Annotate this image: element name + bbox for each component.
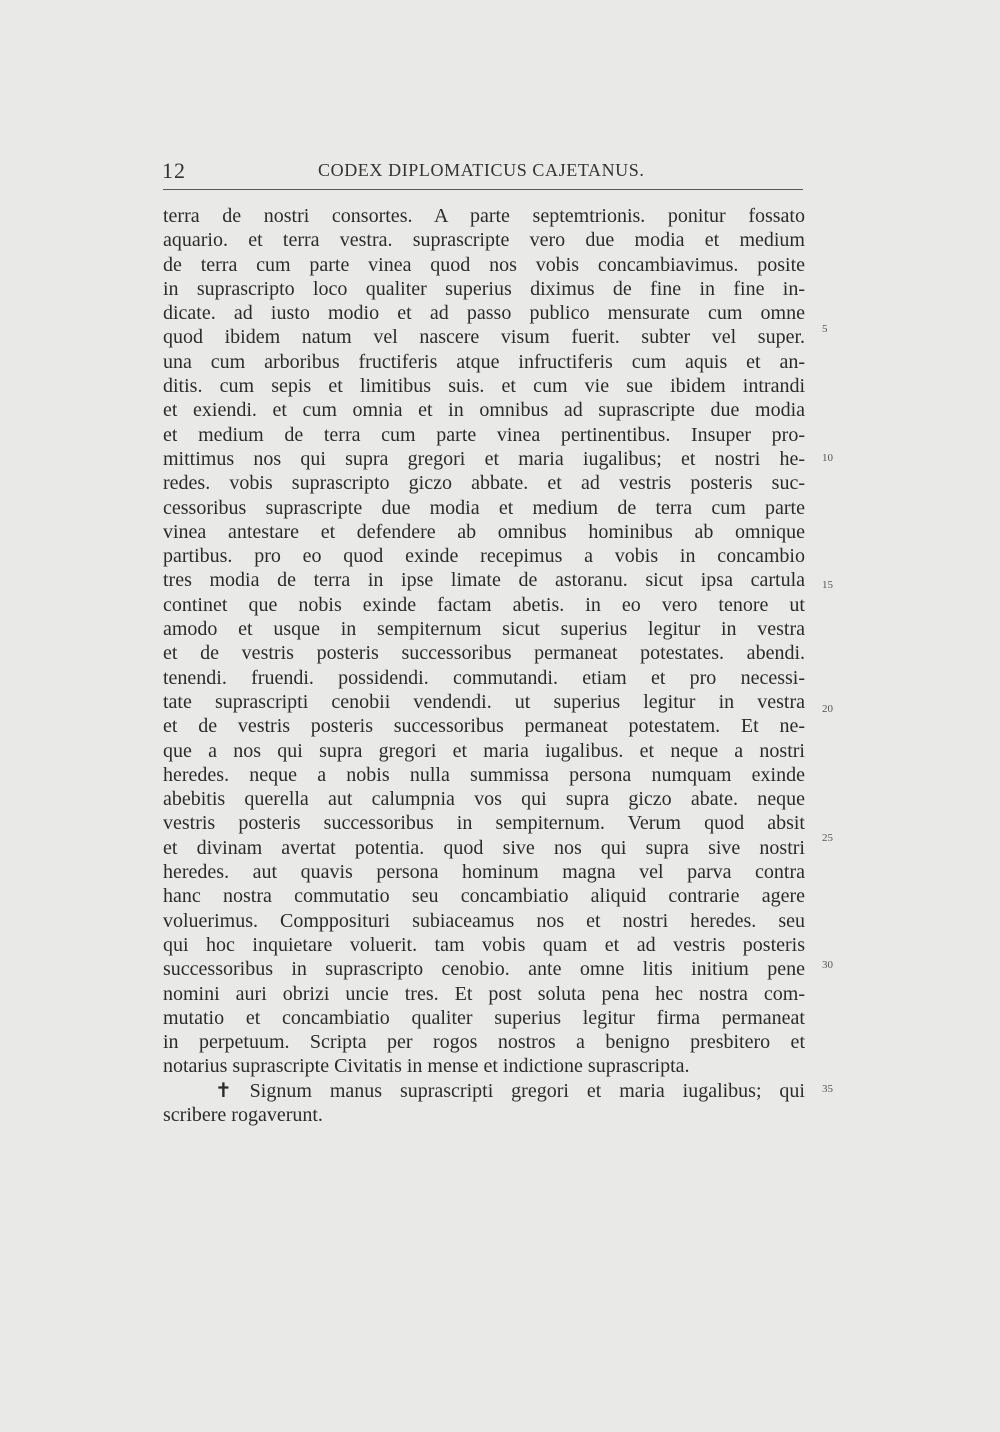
text-line: amodo et usque in sempiternum sicut superius legitur in vestra: [163, 618, 805, 641]
text-line: abebitis querella aut calumpnia vos qui supra giczo abate. neque: [163, 788, 805, 811]
text-line: heredes. neque a nobis nulla summissa persona numquam exinde: [163, 763, 805, 786]
line-number-marker: 35: [822, 1083, 833, 1095]
text-line: voluerimus. Compposituri subiaceamus nos et nostri heredes. seu: [163, 909, 805, 932]
text-line: que a nos qui supra gregori et maria iugalibus. et neque a nostri: [163, 739, 805, 762]
line-number-marker: 5: [822, 323, 828, 335]
text-line: et de vestris posteris successoribus permaneat potestates. abendi.: [163, 642, 805, 665]
text-line: una cum arboribus fructiferis atque infructiferis cum aquis et an-: [163, 350, 805, 373]
text-line: aquario. et terra vestra. suprascripte vero due modia et medium: [163, 229, 805, 252]
line-number-marker: 30: [822, 959, 833, 971]
line-number-marker: 10: [822, 452, 833, 464]
line-number-marker: 20: [822, 703, 833, 715]
signature-line: ✝ Signum manus suprascripti gregori et maria iugalibus; qui: [215, 1079, 805, 1102]
text-line: partibus. pro eo quod exinde recepimus a vobis in concambio: [163, 545, 805, 568]
text-line: tate suprascripti cenobii vendendi. ut superius legitur in vestra: [163, 690, 805, 713]
text-line: in suprascripto loco qualiter superius diximus de fine in fine in-: [163, 277, 805, 300]
text-line: ditis. cum sepis et limitibus suis. et cum vie sue ibidem intrandi: [163, 375, 805, 398]
text-line: et medium de terra cum parte vinea pertinentibus. Insuper pro-: [163, 423, 805, 446]
text-line: redes. vobis suprascripto giczo abbate. et ad vestris posteris suc-: [163, 472, 805, 495]
text-line: continet que nobis exinde factam abetis. in eo vero tenore ut: [163, 593, 805, 616]
body-text: [163, 204, 805, 1127]
running-title: CODEX DIPLOMATICUS CAJETANUS.: [318, 160, 645, 180]
text-line: dicate. ad iusto modio et ad passo publico mensurate cum omne: [163, 302, 805, 325]
text-line: qui hoc inquietare voluerit. tam vobis quam et ad vestris posteris: [163, 933, 805, 956]
text-line: et exiendi. et cum omnia et in omnibus ad suprascripte due modia: [163, 399, 805, 422]
text-line: successoribus in suprascripto cenobio. ante omne litis initium pene: [163, 958, 805, 981]
header-rule: [163, 189, 803, 190]
page-number: 12: [162, 158, 186, 183]
text-line: terra de nostri consortes. A parte septemtrionis. ponitur fossato: [163, 205, 805, 227]
text-line: quod ibidem natum vel nascere visum fuerit. subter vel super.: [163, 326, 805, 349]
text-line: hanc nostra commutatio seu concambiatio aliquid contrarie agere: [163, 885, 805, 908]
text-line: heredes. aut quavis persona hominum magna vel parva contra: [163, 861, 805, 884]
text-line: cessoribus suprascripte due modia et medium de terra cum parte: [163, 496, 805, 519]
text-line: mittimus nos qui supra gregori et maria iugalibus; et nostri he-: [163, 447, 805, 470]
text-line: notarius suprascripte Civitatis in mense et indictione suprascripta.: [163, 1055, 690, 1078]
text-line: nomini auri obrizi uncie tres. Et post soluta pena hec nostra com-: [163, 982, 805, 1005]
text-line: de terra cum parte vinea quod nos vobis concambiavimus. posite: [163, 253, 805, 276]
line-number-marker: 15: [822, 579, 833, 591]
text-line: mutatio et concambiatio qualiter superius legitur firma permaneat: [163, 1006, 805, 1029]
text-line: vinea antestare et defendere ab omnibus hominibus ab omnique: [163, 520, 805, 543]
text-line: tenendi. fruendi. possidendi. commutandi. etiam et pro necessi-: [163, 666, 805, 689]
text-line: in perpetuum. Scripta per rogos nostros a benigno presbitero et: [163, 1031, 805, 1054]
text-line: vestris posteris successoribus in sempiternum. Verum quod absit: [163, 812, 805, 835]
text-line: et divinam avertat potentia. quod sive nos qui supra sive nostri: [163, 836, 805, 859]
line-number-marker: 25: [822, 832, 833, 844]
text-line: et de vestris posteris successoribus permaneat potestatem. Et ne-: [163, 715, 805, 738]
text-line: scribere rogaverunt.: [163, 1103, 323, 1126]
text-line: tres modia de terra in ipse limate de astoranu. sicut ipsa cartula: [163, 569, 805, 592]
